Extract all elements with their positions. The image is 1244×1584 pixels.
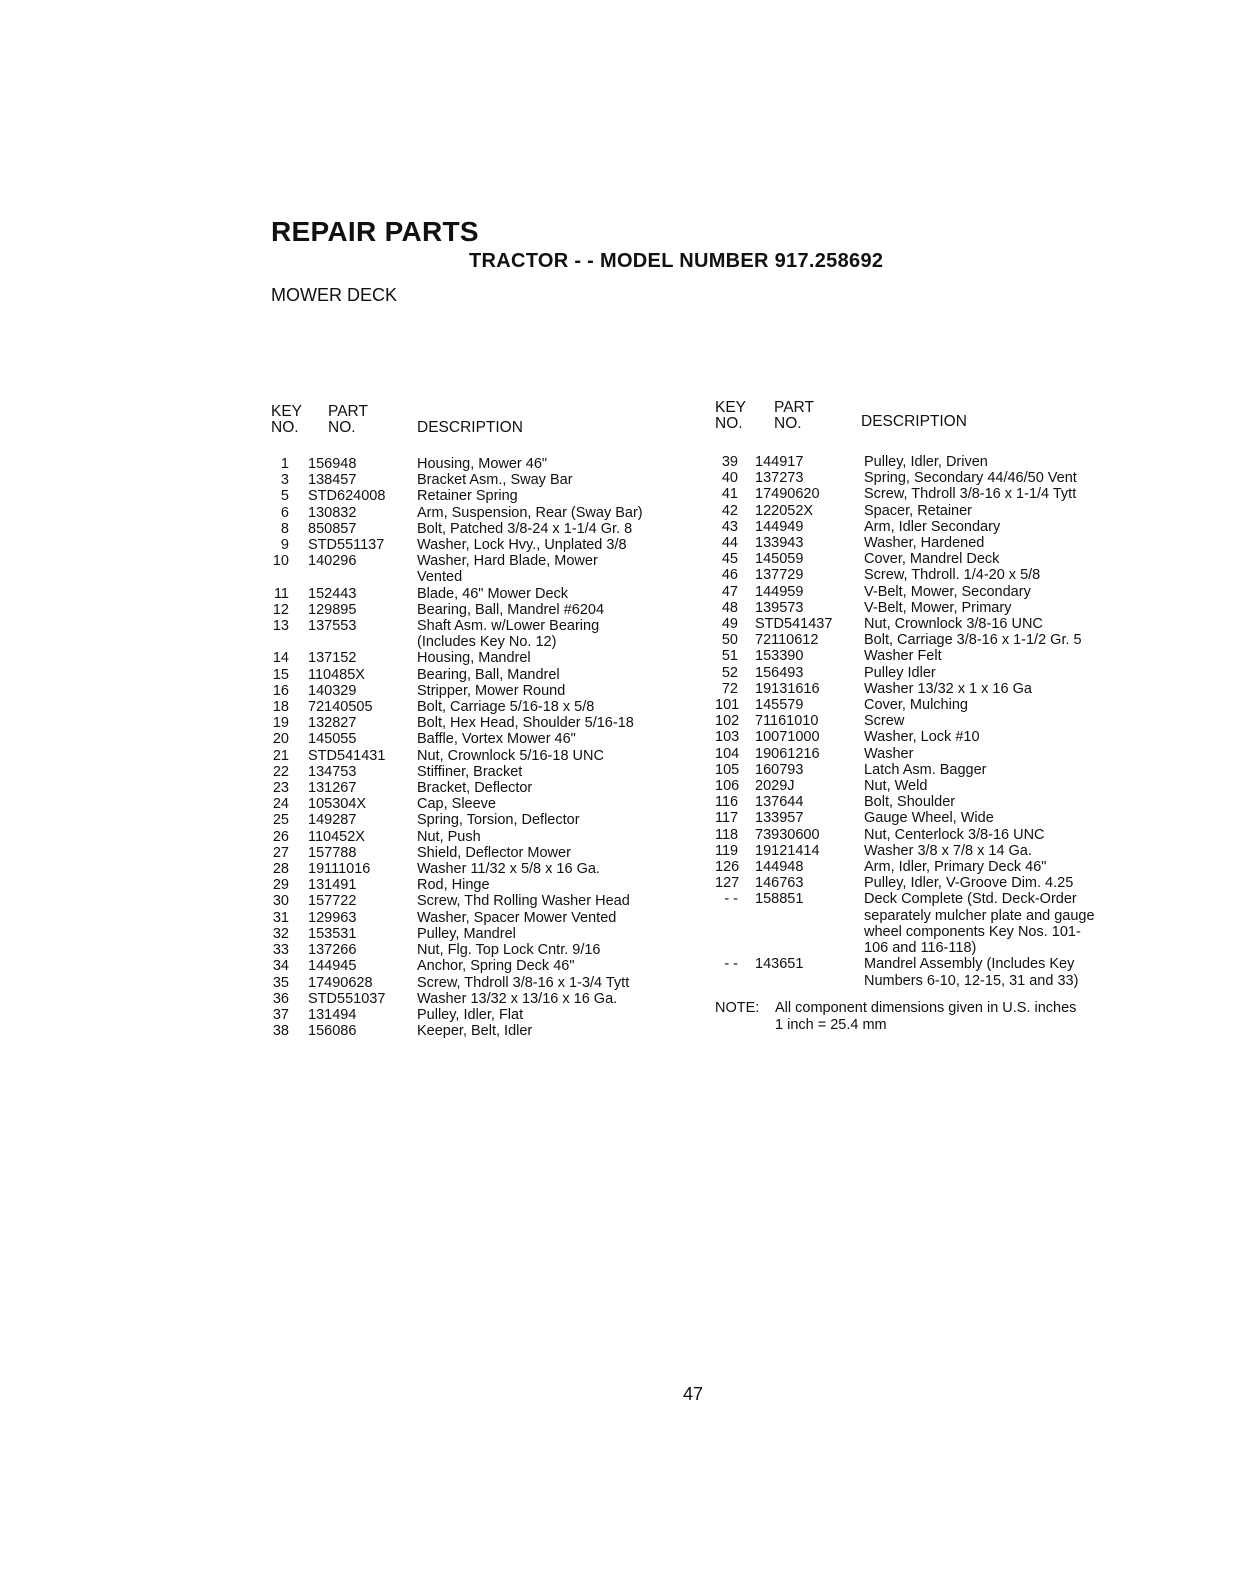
table-row: [269, 731, 689, 747]
table-row: [269, 521, 689, 537]
description: Spring, Torsion, Deflector: [417, 812, 580, 829]
table-row: [715, 486, 1135, 502]
description: Arm, Suspension, Rear (Sway Bar): [417, 504, 643, 521]
table-row: [269, 764, 689, 780]
description: Stripper, Mower Round: [417, 682, 566, 699]
table-row: [269, 812, 689, 828]
description: Housing, Mower 46": [417, 456, 548, 472]
key-no: 6: [280, 504, 289, 521]
part-no: 156948: [308, 456, 357, 472]
description: Nut, Flg. Top Lock Cntr. 9/16: [417, 942, 601, 959]
table-row: [715, 729, 1135, 745]
key-no: 117: [715, 810, 739, 827]
part-no: 140296: [308, 553, 357, 570]
description: Bolt, Carriage 3/8-16 x 1-1/2 Gr. 5: [864, 632, 1082, 649]
description: Pulley, Mandrel: [417, 925, 516, 942]
table-row: [269, 829, 689, 845]
description: Washer 13/32 x 1 x 16 Ga: [864, 680, 1032, 697]
key-no: 33: [272, 942, 289, 959]
table-header: [715, 398, 1135, 440]
table-row: [715, 681, 1135, 697]
table-row: [269, 715, 689, 731]
table-row: [715, 584, 1135, 600]
description: Cap, Sleeve: [417, 796, 496, 813]
table-row: [269, 845, 689, 861]
description: Deck Complete (Std. Deck-Order separately mulcher plate and gauge wheel components Key Nos. 101- 106 and 116-118): [864, 891, 1095, 957]
part-no: 110452X: [308, 828, 365, 845]
key-no: 8: [280, 520, 289, 537]
key-no: 41: [721, 486, 738, 503]
table-row: [269, 796, 689, 812]
page-number: 47: [683, 1384, 704, 1404]
part-no: 19061216: [755, 745, 820, 762]
table-row: [269, 910, 689, 926]
key-no: 72: [721, 680, 738, 697]
table-row: [715, 648, 1135, 664]
part-no: 145059: [755, 551, 804, 568]
parts-table-right: [715, 398, 1135, 989]
description-header: DESCRIPTION: [861, 413, 967, 430]
table-row: [269, 893, 689, 909]
description: Spring, Secondary 44/46/50 Vent: [864, 470, 1077, 487]
description: Bolt, Carriage 5/16-18 x 5/8: [417, 699, 595, 716]
description: Pulley, Idler, V-Groove Dim. 4.25: [864, 875, 1074, 892]
table-row: [269, 683, 689, 699]
key-no: 10: [272, 553, 289, 570]
description: Screw, Thdroll. 1/4-20 x 5/8: [864, 567, 1041, 584]
key-no: 31: [272, 909, 289, 926]
part-no: 19111016: [308, 861, 371, 878]
table-row: [269, 861, 689, 877]
key-no-header: KEY NO.: [715, 399, 747, 432]
table-row: [715, 810, 1135, 826]
key-no: 1: [280, 456, 289, 472]
part-no: 73930600: [755, 826, 820, 843]
key-no: 43: [721, 518, 738, 535]
key-no: 23: [272, 780, 289, 797]
part-no: 145579: [755, 697, 804, 714]
part-no: 137553: [308, 618, 357, 635]
key-no: 16: [272, 682, 289, 699]
part-no: 131494: [308, 1006, 357, 1023]
description: Washer: [864, 745, 914, 762]
description: Bolt, Shoulder: [864, 794, 956, 811]
part-no-header: PART NO.: [774, 399, 814, 432]
description: Arm, Idler Secondary: [864, 518, 1001, 535]
key-no: 127: [715, 875, 740, 892]
description: Stiffiner, Bracket: [417, 763, 523, 780]
part-no: 133957: [755, 810, 804, 827]
key-no: 19: [272, 715, 289, 732]
key-no: 40: [721, 470, 738, 487]
part-no: 137273: [755, 470, 804, 487]
part-no: 137266: [308, 942, 357, 959]
table-row: [269, 926, 689, 942]
key-no: 39: [721, 454, 738, 470]
part-no: 139573: [755, 599, 804, 616]
description: Arm, Idler, Primary Deck 46": [864, 859, 1047, 876]
description: Washer, Hardened: [864, 535, 985, 552]
part-no: 157722: [308, 893, 357, 910]
table-row: [269, 975, 689, 991]
part-no: 133943: [755, 535, 804, 552]
description: Keeper, Belt, Idler: [417, 1023, 533, 1040]
description: Cover, Mandrel Deck: [864, 551, 1000, 568]
description: Washer, Lock #10: [864, 729, 980, 746]
key-no: 12: [272, 601, 289, 618]
key-no: 30: [272, 893, 289, 910]
description: Washer 13/32 x 13/16 x 16 Ga.: [417, 990, 618, 1007]
part-no: 72140505: [308, 699, 373, 716]
note-label: NOTE:: [715, 1000, 760, 1016]
key-no: 119: [715, 842, 739, 859]
table-row: [715, 535, 1135, 551]
part-no: 105304X: [308, 796, 367, 813]
table-row: [715, 746, 1135, 762]
key-no: 18: [272, 699, 289, 716]
key-no: 9: [280, 537, 289, 554]
part-no: 2029J: [755, 778, 795, 795]
part-no: 17490628: [308, 974, 373, 991]
page-title: REPAIR PARTS: [271, 216, 479, 247]
description: Shaft Asm. w/Lower Bearing (Includes Key No. 12): [417, 618, 600, 651]
table-row: [715, 794, 1135, 810]
description: Washer 11/32 x 5/8 x 16 Ga.: [417, 861, 600, 878]
key-no: 13: [272, 618, 289, 635]
part-no: 129963: [308, 909, 357, 926]
description: Screw: [864, 713, 905, 730]
description: Spacer, Retainer: [864, 502, 973, 519]
table-row: [715, 567, 1135, 583]
description: Screw, Thdroll 3/8-16 x 1-3/4 Tytt: [417, 974, 630, 991]
key-no: 126: [715, 859, 740, 876]
part-no: 122052X: [755, 502, 814, 519]
key-no: 20: [272, 731, 289, 748]
table-row: [715, 956, 1135, 988]
table-row: [269, 958, 689, 974]
part-no: 137644: [755, 794, 804, 811]
part-no: STD551137: [308, 537, 385, 554]
table-row: [269, 650, 689, 666]
part-no: 157788: [308, 844, 357, 861]
table-row: [715, 503, 1135, 519]
key-no: 44: [721, 535, 738, 552]
description: Latch Asm. Bagger: [864, 761, 987, 778]
part-no: STD541437: [755, 616, 833, 633]
key-no: 105: [715, 761, 740, 778]
table-row: [269, 553, 689, 585]
part-no: 10071000: [755, 729, 820, 746]
table-row: [269, 991, 689, 1007]
parts-list: [715, 454, 1135, 989]
model-subtitle: TRACTOR - - MODEL NUMBER 917.258692: [469, 250, 884, 272]
part-no: 72110612: [755, 632, 819, 649]
part-no: 144917: [755, 454, 804, 470]
key-no-header: KEY NO.: [271, 403, 303, 436]
table-row: [269, 877, 689, 893]
part-no: 152443: [308, 585, 357, 602]
description: Baffle, Vortex Mower 46": [417, 731, 576, 748]
key-no: 42: [721, 502, 738, 519]
table-row: [715, 713, 1135, 729]
description: Bracket Asm., Sway Bar: [417, 472, 573, 489]
key-no: 26: [272, 828, 289, 845]
part-no: 131267: [308, 780, 357, 797]
table-row: [715, 600, 1135, 616]
key-no: 102: [715, 713, 740, 730]
table-row: [269, 942, 689, 958]
table-row: [269, 780, 689, 796]
description: Washer Felt: [864, 648, 942, 665]
part-no: 156086: [308, 1023, 357, 1040]
part-no: 156493: [755, 664, 804, 681]
table-row: [715, 454, 1135, 470]
part-no: 140329: [308, 682, 357, 699]
description: Washer, Lock Hvy., Unplated 3/8: [417, 537, 627, 554]
key-no: 11: [273, 585, 289, 602]
part-no: 129895: [308, 601, 357, 618]
parts-table-left: [269, 400, 689, 1039]
table-row: [715, 697, 1135, 713]
part-no: 134753: [308, 763, 357, 780]
table-row: [715, 843, 1135, 859]
table-header: [269, 400, 689, 442]
table-row: [715, 762, 1135, 778]
description: Washer, Hard Blade, Mower Vented: [417, 553, 598, 586]
table-row: [269, 667, 689, 683]
description: Mandrel Assembly (Includes Key Numbers 6-10, 12-15, 31 and 33): [864, 956, 1079, 989]
key-no: 50: [721, 632, 738, 649]
key-no: 52: [721, 664, 738, 681]
part-no: 110485X: [308, 666, 365, 683]
key-no: 46: [721, 567, 738, 584]
description: Gauge Wheel, Wide: [864, 810, 994, 827]
description: Retainer Spring: [417, 488, 518, 505]
description: Nut, Push: [417, 828, 481, 845]
key-no: 14: [272, 650, 289, 667]
table-row: [269, 505, 689, 521]
part-no-header: PART NO.: [328, 403, 368, 436]
key-no: 51: [721, 648, 738, 665]
part-no: STD624008: [308, 488, 386, 505]
key-no: 48: [721, 599, 738, 616]
description: Housing, Mandrel: [417, 650, 531, 667]
key-no: 118: [715, 826, 739, 843]
table-row: [269, 602, 689, 618]
description: Washer 3/8 x 7/8 x 14 Ga.: [864, 842, 1032, 859]
description: Cover, Mulching: [864, 697, 968, 714]
description: Nut, Weld: [864, 778, 928, 795]
part-no: 850857: [308, 520, 357, 537]
table-row: [269, 472, 689, 488]
key-no: 37: [272, 1006, 289, 1023]
key-no: 49: [721, 616, 738, 633]
part-no: 137152: [308, 650, 357, 667]
key-no: 22: [272, 763, 289, 780]
description: Blade, 46" Mower Deck: [417, 585, 569, 602]
description: V-Belt, Mower, Primary: [864, 599, 1012, 616]
part-no: 153531: [308, 925, 357, 942]
key-no: 29: [272, 877, 289, 894]
table-row: [715, 891, 1135, 956]
table-row: [715, 859, 1135, 875]
part-no: 19121414: [755, 842, 820, 859]
table-row: [715, 470, 1135, 486]
part-no: 137729: [755, 567, 804, 584]
key-no: - -: [724, 891, 738, 908]
description-header: DESCRIPTION: [417, 419, 523, 436]
key-no: 27: [272, 844, 289, 861]
description: Bearing, Ball, Mandrel: [417, 666, 560, 683]
key-no: 38: [272, 1023, 289, 1040]
key-no: 28: [272, 861, 289, 878]
description: V-Belt, Mower, Secondary: [864, 583, 1031, 600]
key-no: 5: [280, 488, 289, 505]
table-row: [715, 519, 1135, 535]
description: Bolt, Patched 3/8-24 x 1-1/4 Gr. 8: [417, 520, 633, 537]
part-no: STD541431: [308, 747, 386, 764]
part-no: 138457: [308, 472, 357, 489]
key-no: 21: [272, 747, 289, 764]
description: Washer, Spacer Mower Vented: [417, 909, 617, 926]
description: Pulley, Idler, Driven: [864, 454, 988, 470]
key-no: 3: [280, 472, 289, 489]
part-no: 17490620: [755, 486, 820, 503]
part-no: 144945: [308, 958, 357, 975]
description: Nut, Crownlock 3/8-16 UNC: [864, 616, 1043, 633]
description: Rod, Hinge: [417, 877, 490, 894]
part-no: 160793: [755, 761, 804, 778]
dimensions-note: [715, 1000, 1135, 1033]
table-row: [715, 875, 1135, 891]
part-no: 146763: [755, 875, 804, 892]
description: Nut, Crownlock 5/16-18 UNC: [417, 747, 604, 764]
part-no: 145055: [308, 731, 357, 748]
table-row: [269, 1023, 689, 1039]
description: Screw, Thd Rolling Washer Head: [417, 893, 630, 910]
part-no: 130832: [308, 504, 357, 521]
table-row: [715, 778, 1135, 794]
table-row: [269, 456, 689, 472]
table-row: [269, 748, 689, 764]
parts-list: [269, 456, 689, 1039]
key-no: 47: [721, 583, 738, 600]
description: Bolt, Hex Head, Shoulder 5/16-18: [417, 715, 634, 732]
table-row: [715, 827, 1135, 843]
table-row: [715, 616, 1135, 632]
part-no: 153390: [755, 648, 804, 665]
table-row: [269, 699, 689, 715]
table-row: [715, 665, 1135, 681]
description: Shield, Deflector Mower: [417, 844, 571, 861]
table-row: [715, 632, 1135, 648]
key-no: 101: [715, 697, 740, 714]
part-no: 158851: [755, 891, 804, 908]
part-no: 144948: [755, 859, 804, 876]
description: Bearing, Ball, Mandrel #6204: [417, 601, 605, 618]
part-no: 144949: [755, 518, 804, 535]
table-row: [269, 586, 689, 602]
description: Bracket, Deflector: [417, 780, 533, 797]
part-no: 143651: [755, 956, 804, 973]
key-no: 24: [272, 796, 289, 813]
table-row: [269, 1007, 689, 1023]
description: Anchor, Spring Deck 46": [417, 958, 575, 975]
key-no: 116: [715, 794, 739, 811]
key-no: 106: [715, 778, 740, 795]
part-no: 144959: [755, 583, 804, 600]
key-no: 34: [272, 958, 289, 975]
description: Pulley Idler: [864, 664, 936, 681]
key-no: 103: [715, 729, 740, 746]
description: Pulley, Idler, Flat: [417, 1006, 524, 1023]
key-no: 104: [715, 745, 740, 762]
table-row: [269, 537, 689, 553]
part-no: 131491: [308, 877, 357, 894]
key-no: 25: [272, 812, 289, 829]
description: Screw, Thdroll 3/8-16 x 1-1/4 Tytt: [864, 486, 1077, 503]
part-no: 149287: [308, 812, 357, 829]
key-no: 32: [272, 925, 289, 942]
table-row: [269, 618, 689, 650]
note-text: All component dimensions given in U.S. inches 1 inch = 25.4 mm: [775, 1000, 1077, 1033]
key-no: 45: [721, 551, 738, 568]
key-no: 15: [272, 666, 289, 683]
key-no: - -: [724, 956, 738, 973]
part-no: STD551037: [308, 990, 386, 1007]
section-heading: MOWER DECK: [271, 285, 397, 305]
key-no: 36: [272, 990, 289, 1007]
table-row: [715, 551, 1135, 567]
description: Nut, Centerlock 3/8-16 UNC: [864, 826, 1045, 843]
key-no: 35: [272, 974, 289, 991]
table-row: [269, 488, 689, 504]
part-no: 71161010: [755, 713, 819, 730]
part-no: 19131616: [755, 680, 820, 697]
part-no: 132827: [308, 715, 357, 732]
